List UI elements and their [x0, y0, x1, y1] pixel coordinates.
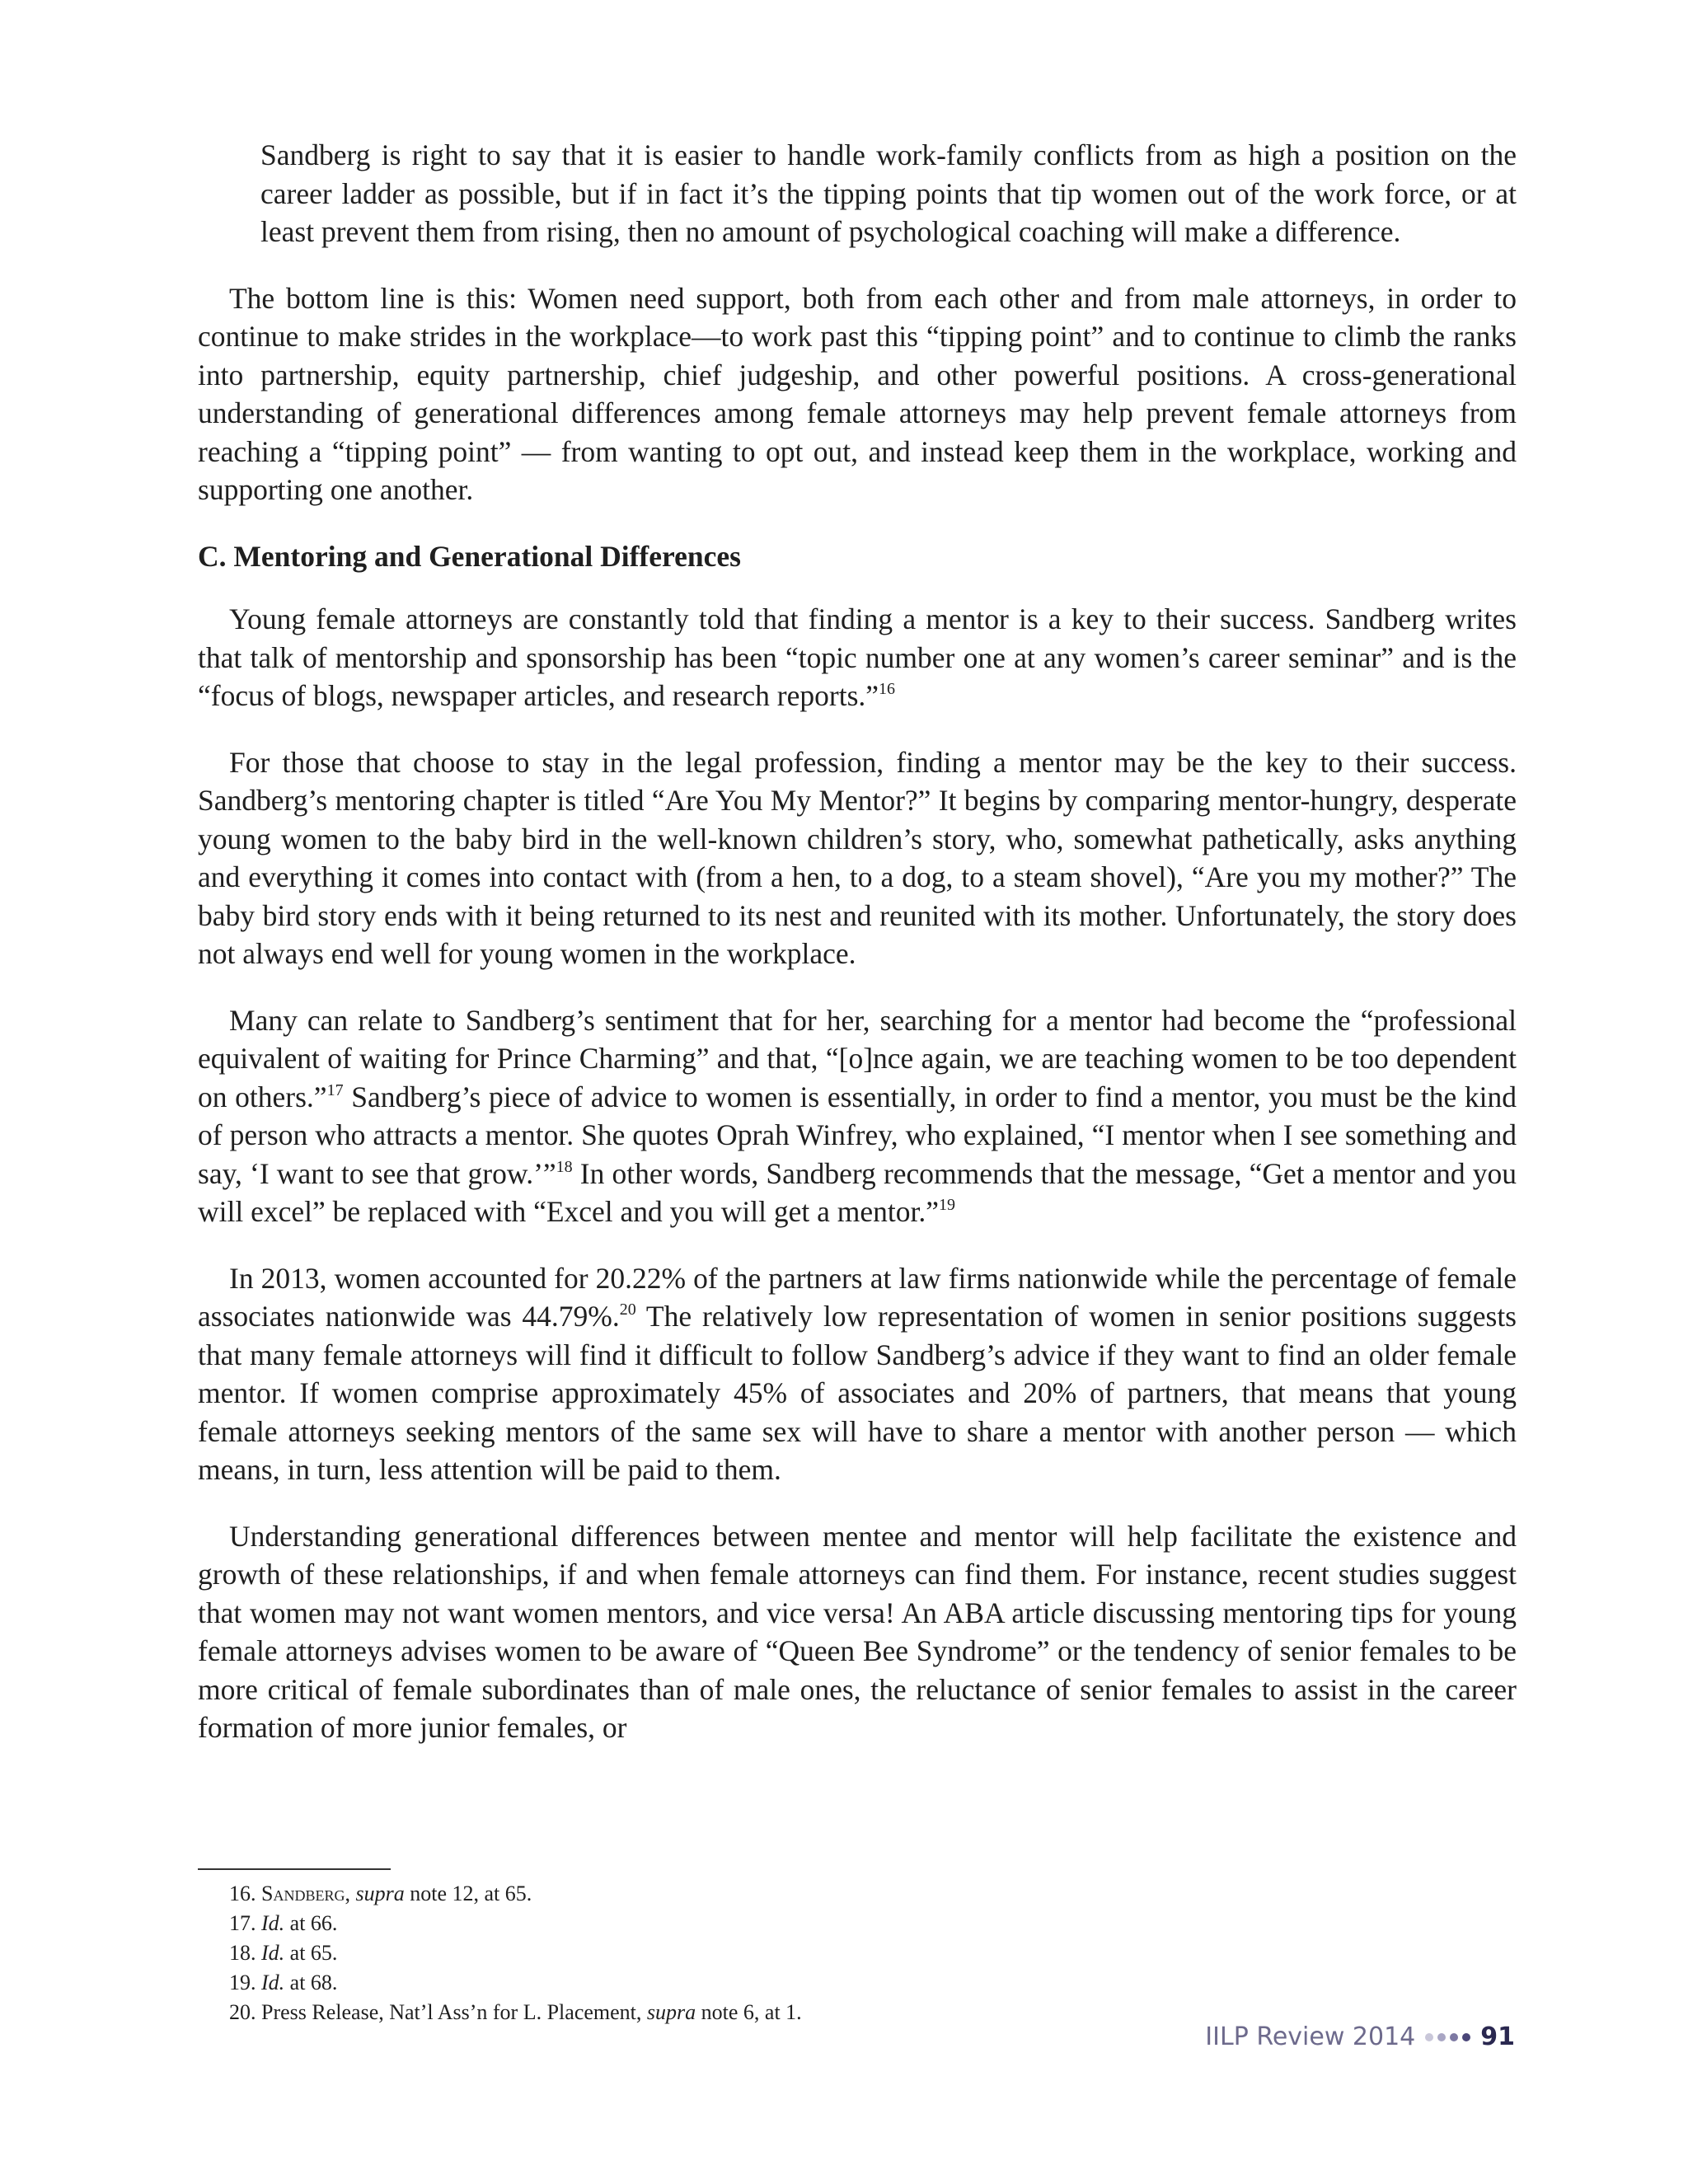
paragraph-are-you-my-mentor: For those that choose to stay in the legal profession, finding a mentor may be the key to their success. Sandberg’s mentoring chapter is titled “Are You My Mentor?” It begins by comparing mentor-hungry, desperate young women to the baby bird in the well-known children’s story, who, somewhat pathetically, asks anything and everything it comes into contact with (from a hen, to a dog, to a steam shovel), “Are you my mother?” The baby bird story ends with it being returned to its nest and reunited with its mother. Unfortunately, the story does not always end well for young women in the workplace. — [198, 745, 1517, 970]
footnote-ref-19[interactable]: 19 — [938, 1196, 955, 1214]
footnote-18: 18. Id. at 65. — [229, 1941, 338, 1965]
footnote-ref-18[interactable]: 18 — [556, 1157, 573, 1176]
footnotes — [229, 1879, 1465, 2027]
paragraph-mentor-key: Young female attorneys are constantly told that finding a mentor is a key to their success. Sandberg writes that talk of mentorship and sponsorship has been “topic number one at any women’s career seminar” and is the “focus of blogs, newspaper articles, and research reports.”$^{16}$ — [198, 602, 1517, 712]
dot-icon — [1450, 2033, 1458, 2041]
paragraph-generational-differences: Understanding generational differences between mentee and mentor will help facilitate the existence and growth of these relationships, if and when female attorneys can find them. For instance, recent studies suggest that women may not want women mentors, and vice versa! An ABA article discussing mentoring tips for young female attorneys advises women to be aware of “Queen Bee Syndrome” or the tendency of senior females to be more critical of female subordinates than of male ones, the reluctance of senior females to assist in the career formation of more junior females, or — [198, 1519, 1517, 1744]
footnote-16: 16. Sandberg, supra note 12, at 65. — [229, 1882, 532, 1905]
page-footer — [1205, 2022, 1515, 2051]
footnote-17: 17. Id. at 66. — [229, 1911, 338, 1935]
footnote-ref-16[interactable]: 16 — [879, 680, 896, 698]
body-text — [198, 136, 1517, 1775]
footnote-ref-17[interactable]: 17 — [326, 1080, 344, 1099]
dot-icon — [1462, 2033, 1470, 2041]
footnote-20: 20. Press Release, Nat’l Ass’n for L. Placement, supra note 6, at 1. — [229, 2000, 802, 2024]
section-heading: C. Mentoring and Generational Differences — [198, 539, 741, 573]
footnote-divider — [198, 1868, 391, 1870]
paragraph-bottom-line: The bottom line is this: Women need support, both from each other and from male attorneys, in order to continue to make strides in the workplace—to work past this “tipping point” and to continue to climb the ranks into partnership, equity partnership, chief judgeship, and other powerful positions. A cross-generational understanding of generational differences among female attorneys may help prevent female attorneys from reaching a “tipping point” — from wanting to opt out, and instead keep them in the workplace, working and supporting one another. — [198, 281, 1517, 506]
footnote-19: 19. Id. at 68. — [229, 1971, 338, 1994]
paragraph-prince-charming: Many can relate to Sandberg’s sentiment that for her, searching for a mentor had become the “professional equivalent of waiting for Prince Charming” and that, “[o]nce again, we are teaching women to be too dependent on others.”$^{17}$ Sandberg’s piece of advice to women is essentially, in order to find a mentor, you must be the kind of person who attracts a mentor. She quotes Oprah Winfrey, who explained, “I mentor when I see something and say, ‘I want to see that grow.’”$^{18}$ In other words, Sandberg recommends that the message, “Get a mentor and you will excel” be replaced with “Excel and you will get a mentor.”$^{19}$ — [198, 1003, 1517, 1228]
footer-dots-ornament — [1425, 2033, 1470, 2041]
dot-icon — [1425, 2033, 1433, 2041]
block-quote: Sandberg is right to say that it is easier to handle work-family conflicts from as high a position on the career ladder as possible, but if in fact it’s the tipping points that tip women out of the work force, or at least prevent them from rising, then no amount of psychological coaching will make a difference. — [260, 138, 1517, 248]
dot-icon — [1437, 2033, 1446, 2041]
journal-name: IILP Review 2014 — [1205, 2022, 1416, 2051]
footnote-ref-20[interactable]: 20 — [619, 1301, 636, 1319]
page-number: 91 — [1480, 2022, 1515, 2051]
paragraph-statistics: In 2013, women accounted for 20.22% of the partners at law firms nationwide while the percentage of female associates nationwide was 44.79%.$^{20}$ The relatively low representation of women in senior positions suggests that many female attorneys will find it difficult to follow Sandberg’s advice if they want to find an older female mentor. If women comprise approximately 45% of associates and 20% of partners, that means that young female attorneys seeking mentors of the same sex will have to share a mentor with another person — which means, in turn, less attention will be paid to them. — [198, 1261, 1517, 1486]
